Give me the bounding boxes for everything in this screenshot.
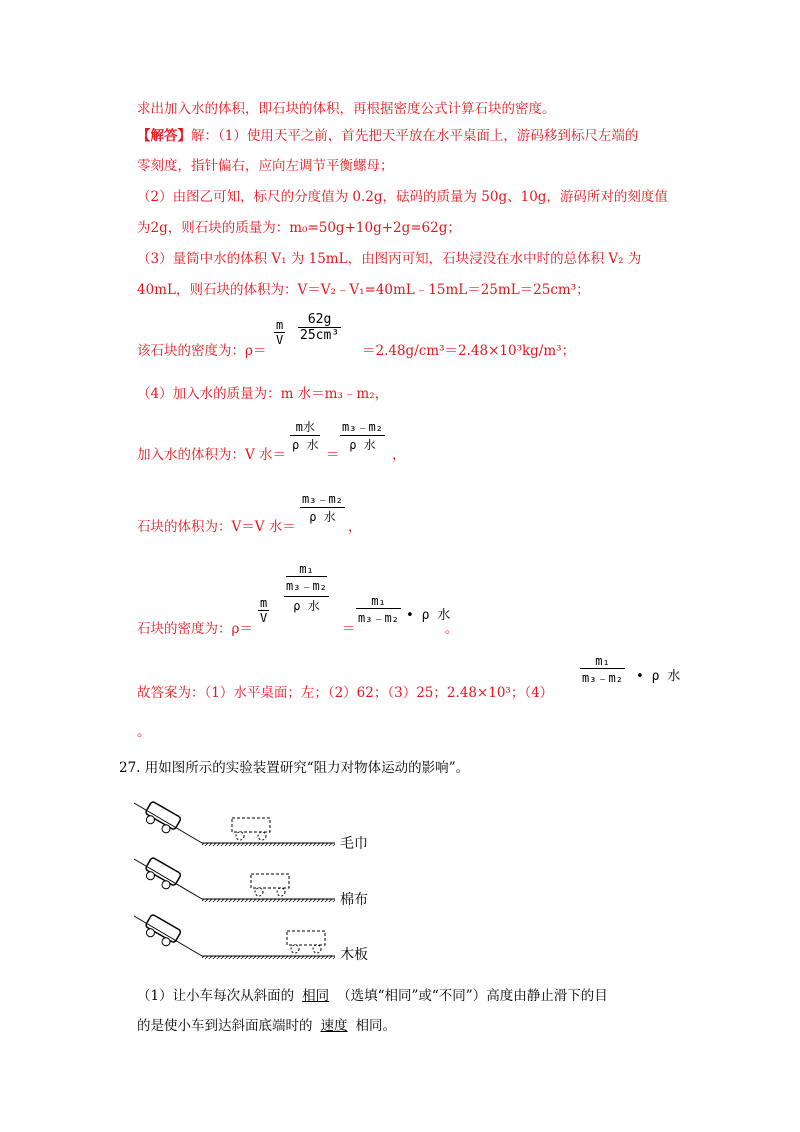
answer-blank-2: 速度 [320, 1018, 348, 1034]
density-line-result: ＝2.48g/cm³＝2.48×10³kg/m³； [362, 343, 576, 359]
fraction-m1-over-m3m2: $\frac{\text{m₁}}{\text{m₃﹣m₂}}$ [358, 594, 399, 625]
text-line: 为2g，则石块的质量为：m₀=50g+10g+2g=62g； [137, 220, 461, 236]
fraction-m-over-v: $\frac{m}{V}$ [276, 318, 284, 347]
times-rho-water: • ρ 水 [636, 669, 681, 684]
text-line: （3）量筒中水的体积 V₁ 为 15mL，由图丙可知，石块浸没在水中时的总体积 V₂ 为 [137, 251, 642, 267]
ramp-board [134, 914, 335, 959]
text-line: 。 [137, 724, 151, 740]
fraction-m3m2-over-rw: m₃﹣m₂ ρ 水 [302, 492, 343, 524]
text-segment: 解：（1）使用天平之前，首先把天平放在水平桌面上，游码移到标尺左端的 [191, 128, 639, 144]
text-segment: ， [348, 519, 362, 535]
fraction-m1-over-m3m2: $\frac{\text{m₁}}{\text{m₃﹣m₂}}$ [582, 654, 623, 685]
fraction-m3m2-over-rw: m₃﹣m₂ ρ 水 [342, 420, 383, 452]
question-number: 27. [119, 760, 141, 776]
water-volume-prefix: 加入水的体积为：V 水＝ [137, 447, 287, 463]
final-answers: 故答案为：（1）水平桌面；左；（2）62；（3）25；2.48×10³；（4） [137, 685, 554, 701]
equals-sign: ＝ [342, 621, 356, 637]
fraction-mw-over-rw: m水 ρ 水 [292, 420, 319, 452]
answer-blank-1: 相同 [302, 988, 330, 1004]
stone-density-prefix: 石块的密度为：ρ＝ [137, 621, 253, 637]
text-line: （2）由图乙可知，标尺的分度值为 0.2g，砝码的质量为 50g、10g，游码所对的刻度值 [137, 189, 668, 205]
text-segment: 。 [445, 621, 459, 637]
text-line [137, 127, 638, 145]
text-segment: ， [392, 447, 406, 463]
answer-tag: 【解答】 [137, 128, 191, 144]
label-cotton: 棉布 [340, 892, 368, 908]
text-line: 求出加入水的体积，即石块的体积，再根据密度公式计算石块的密度。 [137, 101, 556, 117]
question-part-1: （1）让小车每次从斜面的 相同 （选填“相同”或“不同”）高度由静止滑下的目 [137, 988, 608, 1004]
label-towel: 毛巾 [340, 836, 368, 852]
fraction-62g-over-25cm3: $\frac{62g}{\text{25cm³}}$ [300, 312, 340, 343]
text-line: （4）加入水的质量为：m 水＝m₃﹣m₂， [137, 386, 389, 402]
compound-fraction: m₁ m₃﹣m₂ ρ 水 [286, 562, 327, 613]
ramp-cotton [134, 857, 335, 902]
question-text: 用如图所示的实验装置研究“阻力对物体运动的影响”。 [144, 760, 470, 776]
fraction-m-over-v: $\frac{m}{V}$ [260, 596, 268, 625]
density-line-prefix: 该石块的密度为：ρ＝ [137, 343, 267, 359]
ramp-towel [134, 801, 335, 846]
equals-sign: ＝ [326, 447, 340, 463]
question-header [119, 759, 469, 777]
text-line: 零刻度，指针偏右，应向左调节平衡螺母； [137, 158, 394, 174]
text-line: 40mL，则石块的体积为：V＝V₂﹣V₁=40mL﹣15mL＝25mL＝25cm³； [137, 282, 590, 298]
experiment-diagram [130, 785, 390, 970]
stone-volume-prefix: 石块的体积为：V＝V 水＝ [137, 519, 296, 535]
times-rho-water: • ρ 水 [406, 608, 451, 623]
label-board: 木板 [340, 947, 368, 963]
question-part-1-cont: 的是使小车到达斜面底端时的 速度 相同。 [137, 1018, 396, 1034]
